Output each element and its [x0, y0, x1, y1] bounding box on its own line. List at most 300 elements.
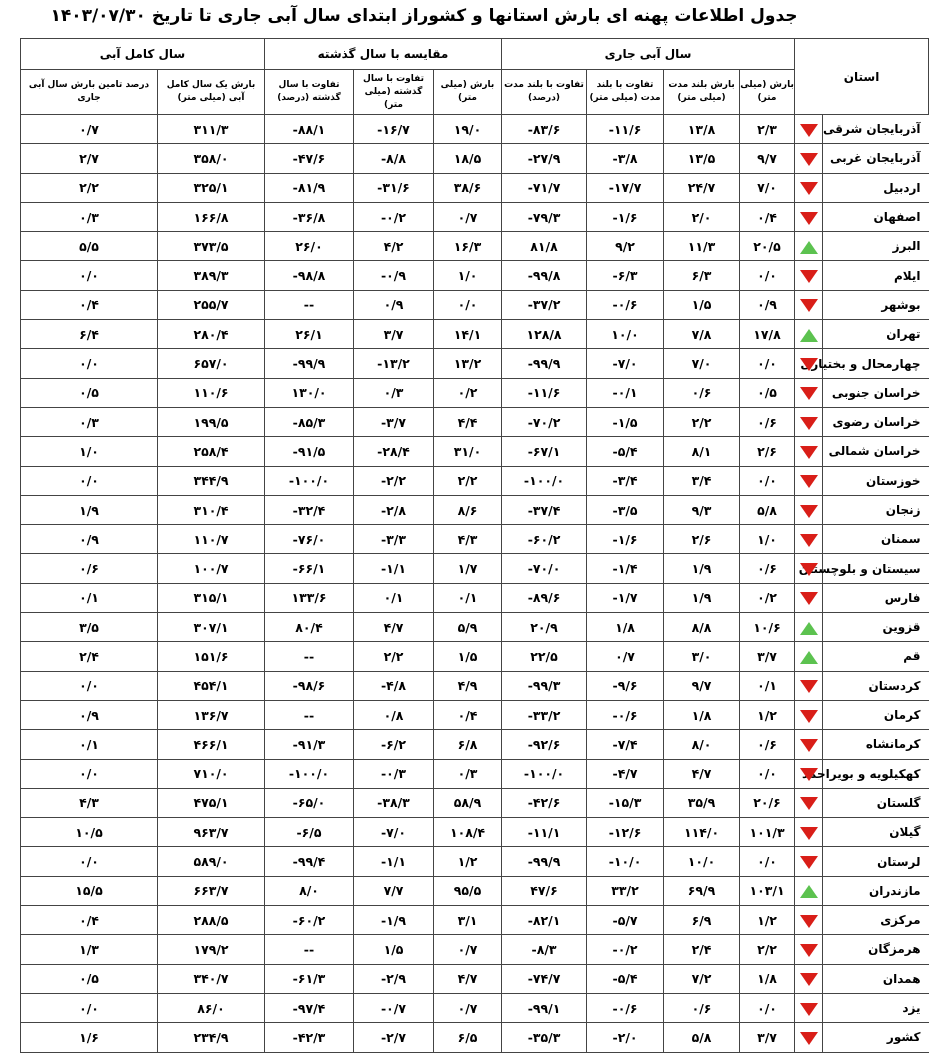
cell-diff-last-pct: -۶/۵	[265, 818, 354, 847]
cell-full-year-rain: ۳۲۵/۱	[158, 173, 265, 202]
cell-diff-longterm-pct: -۳۷/۲	[502, 290, 587, 319]
triangle-up-icon	[800, 241, 818, 254]
header-longterm-rain: بارش بلند مدت (میلی متر)	[664, 70, 740, 115]
province-name: یزد	[823, 993, 929, 1022]
cell-full-year-rain: ۱۱۰/۶	[158, 378, 265, 407]
trend-indicator-cell	[795, 847, 823, 876]
header-group-current: سال آبی جاری	[502, 39, 795, 70]
cell-full-year-rain: ۱۹۹/۵	[158, 407, 265, 436]
cell-diff-longterm-pct: -۳۳/۲	[502, 700, 587, 729]
province-name: کرمان	[823, 700, 929, 729]
cell-current-rain: ۳/۷	[740, 1023, 795, 1052]
cell-current-rain: ۰/۰	[740, 466, 795, 495]
cell-diff-last-pct: -۹۷/۴	[265, 993, 354, 1022]
cell-full-year-rain: ۱۶۶/۸	[158, 202, 265, 231]
cell-longterm-rain: ۳/۴	[664, 466, 740, 495]
cell-diff-last-pct: -۱۰۰/۰	[265, 466, 354, 495]
cell-diff-last-mm: -۲/۲	[354, 466, 434, 495]
cell-full-year-rain: ۵۸۹/۰	[158, 847, 265, 876]
cell-full-year-rain: ۴۵۴/۱	[158, 671, 265, 700]
cell-longterm-rain: ۰/۶	[664, 378, 740, 407]
cell-diff-longterm-mm: -۳/۸	[587, 144, 664, 173]
cell-supply-pct: ۲/۴	[21, 642, 158, 671]
cell-diff-last-pct: -۸۱/۹	[265, 173, 354, 202]
cell-diff-longterm-mm: -۱۱/۶	[587, 115, 664, 144]
cell-supply-pct: ۰/۱	[21, 730, 158, 759]
province-name: بوشهر	[823, 290, 929, 319]
cell-compare-rain: ۵/۹	[434, 613, 502, 642]
cell-supply-pct: ۰/۱	[21, 583, 158, 612]
cell-diff-last-pct: ۱۳۳/۶	[265, 583, 354, 612]
trend-indicator-cell	[795, 642, 823, 671]
cell-diff-last-pct: -۳۲/۴	[265, 495, 354, 524]
cell-diff-last-mm: -۸/۸	[354, 144, 434, 173]
cell-supply-pct: ۱/۳	[21, 935, 158, 964]
cell-full-year-rain: ۱۱۰/۷	[158, 525, 265, 554]
cell-full-year-rain: ۱۵۱/۶	[158, 642, 265, 671]
triangle-down-icon	[800, 270, 818, 283]
cell-full-year-rain: ۳۴۰/۷	[158, 964, 265, 993]
cell-longterm-rain: ۴/۷	[664, 759, 740, 788]
triangle-down-icon	[800, 182, 818, 195]
cell-full-year-rain: ۴۶۶/۱	[158, 730, 265, 759]
triangle-up-icon	[800, 622, 818, 635]
cell-diff-longterm-pct: ۲۲/۵	[502, 642, 587, 671]
cell-longterm-rain: ۷/۲	[664, 964, 740, 993]
cell-diff-longterm-mm: ۱۰/۰	[587, 320, 664, 349]
table-row	[21, 525, 929, 554]
cell-current-rain: ۵/۸	[740, 495, 795, 524]
cell-supply-pct: ۰/۰	[21, 993, 158, 1022]
province-name: خراسان رضوی	[823, 407, 929, 436]
table-row	[21, 466, 929, 495]
cell-diff-last-mm: ۲/۲	[354, 642, 434, 671]
cell-diff-longterm-pct: -۷۹/۳	[502, 202, 587, 231]
cell-diff-longterm-mm: -۰/۶	[587, 700, 664, 729]
cell-diff-last-pct: ۸۰/۴	[265, 613, 354, 642]
cell-diff-last-pct: -۶۰/۲	[265, 906, 354, 935]
cell-longterm-rain: ۱۳/۸	[664, 115, 740, 144]
province-name: گلستان	[823, 788, 929, 817]
table-row	[21, 349, 929, 378]
cell-diff-longterm-pct: -۷۰/۰	[502, 554, 587, 583]
cell-current-rain: ۱/۰	[740, 525, 795, 554]
cell-diff-last-pct: --	[265, 935, 354, 964]
trend-indicator-cell	[795, 788, 823, 817]
triangle-down-icon	[800, 505, 818, 518]
cell-diff-longterm-pct: ۲۰/۹	[502, 613, 587, 642]
province-name: کشور	[823, 1023, 929, 1052]
table-row	[21, 1023, 929, 1052]
triangle-down-icon	[800, 1032, 818, 1045]
cell-diff-longterm-mm: -۹/۶	[587, 671, 664, 700]
header-supply-pct: درصد تامین بارش سال آبی جاری	[21, 70, 158, 115]
cell-diff-longterm-mm: ۹/۲	[587, 232, 664, 261]
cell-diff-longterm-pct: ۱۲۸/۸	[502, 320, 587, 349]
cell-full-year-rain: ۶۵۷/۰	[158, 349, 265, 378]
trend-indicator-cell	[795, 466, 823, 495]
cell-diff-longterm-mm: -۴/۷	[587, 759, 664, 788]
trend-indicator-cell	[795, 495, 823, 524]
cell-diff-longterm-mm: -۱/۷	[587, 583, 664, 612]
province-name: اصفهان	[823, 202, 929, 231]
cell-compare-rain: ۰/۴	[434, 700, 502, 729]
triangle-down-icon	[800, 797, 818, 810]
table-row	[21, 495, 929, 524]
cell-full-year-rain: ۳۸۹/۳	[158, 261, 265, 290]
cell-diff-last-mm: -۳/۷	[354, 407, 434, 436]
cell-current-rain: ۲۰/۵	[740, 232, 795, 261]
trend-indicator-cell	[795, 407, 823, 436]
cell-diff-last-mm: -۳۱/۶	[354, 173, 434, 202]
province-name: تهران	[823, 320, 929, 349]
cell-diff-last-pct: -۹۱/۵	[265, 437, 354, 466]
cell-diff-longterm-mm: -۰/۶	[587, 993, 664, 1022]
cell-diff-longterm-mm: -۰/۲	[587, 935, 664, 964]
cell-diff-last-mm: -۳۸/۳	[354, 788, 434, 817]
cell-current-rain: ۲/۲	[740, 935, 795, 964]
cell-longterm-rain: ۲۴/۷	[664, 173, 740, 202]
cell-longterm-rain: ۵/۸	[664, 1023, 740, 1052]
cell-compare-rain: ۰/۱	[434, 583, 502, 612]
cell-diff-last-mm: -۱/۱	[354, 554, 434, 583]
trend-indicator-cell	[795, 173, 823, 202]
cell-current-rain: ۱۰۳/۱	[740, 876, 795, 905]
cell-longterm-rain: ۱/۹	[664, 554, 740, 583]
cell-current-rain: ۲/۳	[740, 115, 795, 144]
table-row	[21, 876, 929, 905]
cell-diff-last-mm: ۴/۷	[354, 613, 434, 642]
cell-longterm-rain: ۱۱۴/۰	[664, 818, 740, 847]
cell-diff-last-mm: -۲/۸	[354, 495, 434, 524]
cell-full-year-rain: ۳۴۴/۹	[158, 466, 265, 495]
cell-compare-rain: ۶/۵	[434, 1023, 502, 1052]
cell-compare-rain: ۴/۳	[434, 525, 502, 554]
province-name: ایلام	[823, 261, 929, 290]
trend-indicator-cell	[795, 437, 823, 466]
province-name: لرستان	[823, 847, 929, 876]
trend-indicator-cell	[795, 202, 823, 231]
cell-diff-last-mm: -۰/۹	[354, 261, 434, 290]
cell-longterm-rain: ۹/۷	[664, 671, 740, 700]
triangle-down-icon	[800, 739, 818, 752]
cell-full-year-rain: ۷۱۰/۰	[158, 759, 265, 788]
cell-current-rain: ۰/۴	[740, 202, 795, 231]
triangle-down-icon	[800, 944, 818, 957]
cell-full-year-rain: ۸۶/۰	[158, 993, 265, 1022]
province-name: کردستان	[823, 671, 929, 700]
trend-indicator-cell	[795, 525, 823, 554]
province-name: سیستان و بلوچستان	[823, 554, 929, 583]
header-group-compare: مقایسه با سال گذشته	[265, 39, 502, 70]
cell-current-rain: ۰/۲	[740, 583, 795, 612]
header-diff-last-mm: تفاوت با سال گذشته (میلی متر)	[354, 70, 434, 115]
cell-diff-last-mm: -۱/۹	[354, 906, 434, 935]
trend-indicator-cell	[795, 320, 823, 349]
trend-indicator-cell	[795, 700, 823, 729]
triangle-down-icon	[800, 680, 818, 693]
cell-diff-longterm-mm: -۱/۵	[587, 407, 664, 436]
cell-diff-longterm-pct: -۳۵/۳	[502, 1023, 587, 1052]
trend-indicator-cell	[795, 144, 823, 173]
cell-diff-longterm-mm: -۱۲/۶	[587, 818, 664, 847]
table-row	[21, 788, 929, 817]
cell-diff-longterm-pct: -۹۹/۱	[502, 993, 587, 1022]
cell-compare-rain: ۵۸/۹	[434, 788, 502, 817]
province-name: قزوین	[823, 613, 929, 642]
cell-diff-longterm-mm: -۱۵/۳	[587, 788, 664, 817]
cell-diff-last-mm: ۱/۵	[354, 935, 434, 964]
cell-compare-rain: ۸/۶	[434, 495, 502, 524]
cell-diff-last-pct: -۹۸/۸	[265, 261, 354, 290]
cell-diff-longterm-pct: -۱۰۰/۰	[502, 466, 587, 495]
cell-compare-rain: ۱/۵	[434, 642, 502, 671]
cell-longterm-rain: ۶۹/۹	[664, 876, 740, 905]
cell-longterm-rain: ۲/۴	[664, 935, 740, 964]
cell-supply-pct: ۰/۰	[21, 847, 158, 876]
cell-longterm-rain: ۲/۶	[664, 525, 740, 554]
cell-supply-pct: ۰/۰	[21, 466, 158, 495]
cell-supply-pct: ۴/۳	[21, 788, 158, 817]
cell-full-year-rain: ۳۱۵/۱	[158, 583, 265, 612]
cell-supply-pct: ۰/۴	[21, 290, 158, 319]
cell-full-year-rain: ۲۸۸/۵	[158, 906, 265, 935]
cell-compare-rain: ۰/۲	[434, 378, 502, 407]
triangle-down-icon	[800, 973, 818, 986]
cell-diff-last-mm: -۲/۷	[354, 1023, 434, 1052]
cell-full-year-rain: ۹۶۳/۷	[158, 818, 265, 847]
cell-supply-pct: ۱/۰	[21, 437, 158, 466]
header-group-full: سال کامل آبی	[21, 39, 265, 70]
table-row	[21, 437, 929, 466]
cell-diff-last-pct: --	[265, 700, 354, 729]
table-row	[21, 847, 929, 876]
triangle-up-icon	[800, 885, 818, 898]
table-row	[21, 202, 929, 231]
cell-diff-last-pct: -۶۵/۰	[265, 788, 354, 817]
province-name: آذربایجان شرقی	[823, 115, 929, 144]
triangle-down-icon	[800, 124, 818, 137]
cell-diff-last-pct: -۴۷/۶	[265, 144, 354, 173]
trend-indicator-cell	[795, 1023, 823, 1052]
trend-indicator-cell	[795, 232, 823, 261]
province-name: البرز	[823, 232, 929, 261]
province-name: چهارمحال و بختیاری	[823, 349, 929, 378]
cell-full-year-rain: ۶۶۳/۷	[158, 876, 265, 905]
cell-longterm-rain: ۳/۰	[664, 642, 740, 671]
cell-longterm-rain: ۷/۸	[664, 320, 740, 349]
province-name: آذربایجان غربی	[823, 144, 929, 173]
trend-indicator-cell	[795, 261, 823, 290]
cell-diff-longterm-pct: -۷۱/۷	[502, 173, 587, 202]
cell-supply-pct: ۰/۰	[21, 349, 158, 378]
header-province: استان	[795, 39, 929, 115]
cell-current-rain: ۰/۰	[740, 261, 795, 290]
province-name: خراسان شمالی	[823, 437, 929, 466]
cell-longterm-rain: ۷/۰	[664, 349, 740, 378]
cell-supply-pct: ۰/۹	[21, 525, 158, 554]
rainfall-table	[20, 38, 929, 1053]
trend-indicator-cell	[795, 115, 823, 144]
triangle-down-icon	[800, 827, 818, 840]
cell-current-rain: ۰/۶	[740, 554, 795, 583]
cell-diff-longterm-pct: -۸۲/۱	[502, 906, 587, 935]
cell-compare-rain: ۱۶/۳	[434, 232, 502, 261]
cell-compare-rain: ۱۰۸/۴	[434, 818, 502, 847]
cell-diff-longterm-pct: -۴۲/۶	[502, 788, 587, 817]
cell-longterm-rain: ۰/۶	[664, 993, 740, 1022]
page-title: جدول اطلاعات پهنه ای بارش استانها و کشوراز ابتدای سال آبی جاری تا تاریخ ۱۴۰۳/۰۷/۳۰	[50, 6, 798, 26]
cell-compare-rain: ۶/۸	[434, 730, 502, 759]
cell-current-rain: ۰/۰	[740, 759, 795, 788]
triangle-down-icon	[800, 768, 818, 781]
cell-longterm-rain: ۹/۳	[664, 495, 740, 524]
table-row	[21, 320, 929, 349]
triangle-down-icon	[800, 417, 818, 430]
cell-current-rain: ۱۰۱/۳	[740, 818, 795, 847]
table-row	[21, 290, 929, 319]
cell-diff-longterm-pct: -۹۹/۳	[502, 671, 587, 700]
cell-longterm-rain: ۱۰/۰	[664, 847, 740, 876]
triangle-down-icon	[800, 592, 818, 605]
province-name: همدان	[823, 964, 929, 993]
cell-diff-longterm-pct: -۹۹/۹	[502, 847, 587, 876]
header-full-rain: بارش یک سال کامل آبی (میلی متر)	[158, 70, 265, 115]
cell-diff-longterm-mm: -۰/۶	[587, 290, 664, 319]
cell-diff-last-pct: -۶۱/۳	[265, 964, 354, 993]
cell-supply-pct: ۰/۵	[21, 378, 158, 407]
cell-diff-last-pct: -۹۱/۳	[265, 730, 354, 759]
table-row	[21, 993, 929, 1022]
cell-diff-last-pct: -۹۸/۶	[265, 671, 354, 700]
cell-full-year-rain: ۳۷۳/۵	[158, 232, 265, 261]
cell-longterm-rain: ۱۳/۵	[664, 144, 740, 173]
table-row	[21, 261, 929, 290]
cell-diff-last-pct: -۴۲/۳	[265, 1023, 354, 1052]
cell-diff-last-pct: -۹۹/۹	[265, 349, 354, 378]
cell-diff-longterm-pct: -۷۴/۷	[502, 964, 587, 993]
cell-diff-last-mm: -۱۶/۷	[354, 115, 434, 144]
trend-indicator-cell	[795, 290, 823, 319]
cell-diff-longterm-mm: -۲/۰	[587, 1023, 664, 1052]
cell-diff-longterm-pct: -۱۱/۶	[502, 378, 587, 407]
cell-diff-last-mm: ۰/۸	[354, 700, 434, 729]
triangle-down-icon	[800, 153, 818, 166]
cell-longterm-rain: ۶/۳	[664, 261, 740, 290]
table-row	[21, 730, 929, 759]
triangle-down-icon	[800, 299, 818, 312]
province-name: مرکزی	[823, 906, 929, 935]
cell-compare-rain: ۱/۲	[434, 847, 502, 876]
province-name: کهکیلویه و بویراحمد	[823, 759, 929, 788]
cell-longterm-rain: ۸/۱	[664, 437, 740, 466]
cell-compare-rain: ۱/۰	[434, 261, 502, 290]
cell-supply-pct: ۱۵/۵	[21, 876, 158, 905]
cell-diff-longterm-pct: -۳۷/۴	[502, 495, 587, 524]
cell-longterm-rain: ۸/۸	[664, 613, 740, 642]
table-row	[21, 173, 929, 202]
table-row	[21, 613, 929, 642]
cell-supply-pct: ۱/۹	[21, 495, 158, 524]
triangle-down-icon	[800, 563, 818, 576]
trend-indicator-cell	[795, 818, 823, 847]
cell-full-year-rain: ۳۰۷/۱	[158, 613, 265, 642]
province-name: فارس	[823, 583, 929, 612]
cell-longterm-rain: ۲/۰	[664, 202, 740, 231]
cell-current-rain: ۱۷/۸	[740, 320, 795, 349]
table-row	[21, 642, 929, 671]
cell-diff-last-pct: ۸/۰	[265, 876, 354, 905]
cell-diff-longterm-mm: ۰/۷	[587, 642, 664, 671]
cell-supply-pct: ۲/۷	[21, 144, 158, 173]
trend-indicator-cell	[795, 935, 823, 964]
cell-diff-longterm-pct: -۹۲/۶	[502, 730, 587, 759]
cell-diff-last-pct: --	[265, 290, 354, 319]
cell-diff-longterm-mm: -۱/۶	[587, 525, 664, 554]
cell-supply-pct: ۰/۳	[21, 407, 158, 436]
cell-current-rain: ۰/۰	[740, 349, 795, 378]
cell-current-rain: ۲۰/۶	[740, 788, 795, 817]
triangle-down-icon	[800, 915, 818, 928]
cell-diff-last-mm: ۷/۷	[354, 876, 434, 905]
cell-supply-pct: ۲/۲	[21, 173, 158, 202]
table-row	[21, 935, 929, 964]
table-body	[21, 115, 929, 1053]
cell-diff-longterm-pct: -۶۰/۲	[502, 525, 587, 554]
trend-indicator-cell	[795, 730, 823, 759]
table-row	[21, 407, 929, 436]
header-compare-rain: بارش (میلی متر)	[434, 70, 502, 115]
cell-compare-rain: ۱۴/۱	[434, 320, 502, 349]
table-row	[21, 378, 929, 407]
cell-diff-longterm-mm: -۱/۴	[587, 554, 664, 583]
triangle-down-icon	[800, 446, 818, 459]
cell-diff-last-mm: ۰/۱	[354, 583, 434, 612]
cell-diff-longterm-pct: -۹۹/۹	[502, 349, 587, 378]
trend-indicator-cell	[795, 613, 823, 642]
cell-diff-last-pct: ۲۶/۱	[265, 320, 354, 349]
cell-diff-longterm-mm: -۱/۶	[587, 202, 664, 231]
cell-diff-last-pct: -۹۹/۴	[265, 847, 354, 876]
cell-diff-last-pct: -۶۶/۱	[265, 554, 354, 583]
province-name: گیلان	[823, 818, 929, 847]
cell-diff-last-mm: -۰/۳	[354, 759, 434, 788]
cell-supply-pct: ۰/۵	[21, 964, 158, 993]
cell-compare-rain: ۰/۰	[434, 290, 502, 319]
cell-current-rain: ۱/۲	[740, 906, 795, 935]
trend-indicator-cell	[795, 378, 823, 407]
cell-longterm-rain: ۸/۰	[664, 730, 740, 759]
cell-full-year-rain: ۴۷۵/۱	[158, 788, 265, 817]
cell-supply-pct: ۰/۰	[21, 671, 158, 700]
cell-current-rain: ۰/۹	[740, 290, 795, 319]
cell-diff-last-pct: -۸۵/۳	[265, 407, 354, 436]
cell-diff-last-mm: -۰/۷	[354, 993, 434, 1022]
cell-compare-rain: ۰/۳	[434, 759, 502, 788]
cell-diff-longterm-pct: -۷۰/۲	[502, 407, 587, 436]
cell-diff-longterm-pct: -۸۹/۶	[502, 583, 587, 612]
triangle-down-icon	[800, 534, 818, 547]
cell-full-year-rain: ۳۵۸/۰	[158, 144, 265, 173]
province-name: خراسان جنوبی	[823, 378, 929, 407]
triangle-down-icon	[800, 358, 818, 371]
cell-current-rain: ۹/۷	[740, 144, 795, 173]
trend-indicator-cell	[795, 993, 823, 1022]
cell-diff-last-mm: -۰/۲	[354, 202, 434, 231]
table-row	[21, 964, 929, 993]
cell-supply-pct: ۰/۰	[21, 261, 158, 290]
cell-compare-rain: ۴/۹	[434, 671, 502, 700]
